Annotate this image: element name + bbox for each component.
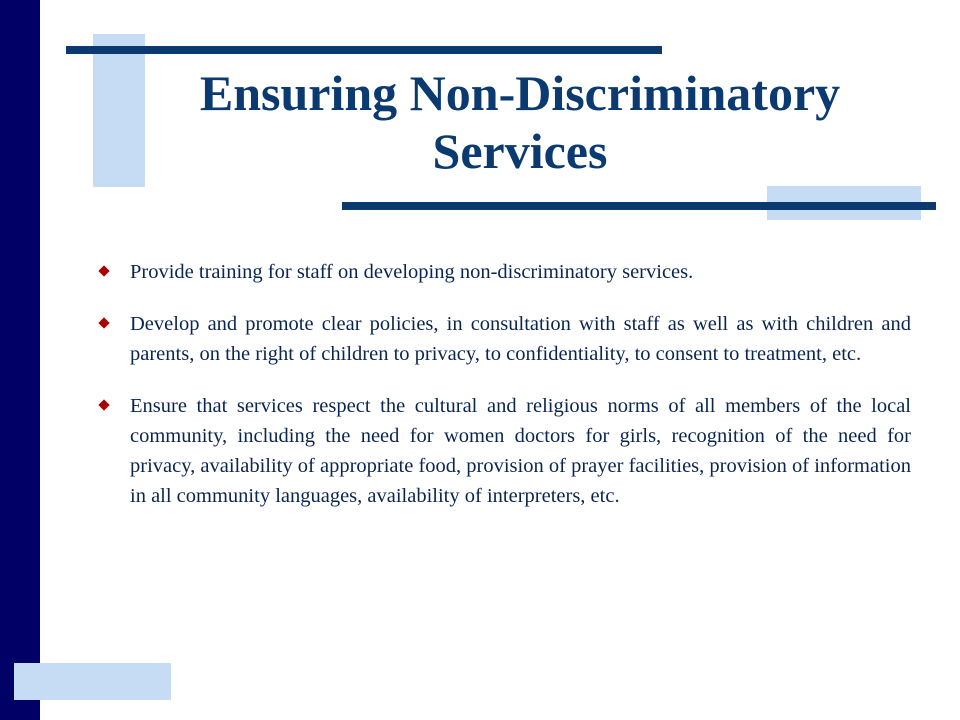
bullet-text: Provide training for staff on developing non-discriminatory services.	[130, 261, 694, 283]
diamond-bullet-icon	[98, 317, 109, 328]
title-bottom-rule	[342, 202, 936, 210]
bullet-item-training	[98, 257, 911, 287]
bullet-list	[98, 257, 911, 511]
bottom-accent-block	[14, 663, 171, 700]
slide-title-line-2: Services	[432, 123, 608, 179]
title-top-rule	[66, 46, 662, 54]
bullet-item-cultural-norms	[98, 391, 911, 511]
bullet-text: Ensure that services respect the cultural and religious norms of all members of the local community, including the need for women doctors for girls, recognition of the need for privacy, availability of appropriate food, provision of prayer facilities, provision of information in all community languages, availability of interpreters, etc.	[130, 395, 911, 507]
left-accent-bar	[0, 0, 40, 720]
diamond-bullet-icon	[98, 265, 109, 276]
bullet-text: Develop and promote clear policies, in consultation with staff as well as with children and parents, on the right of children to privacy, to confidentiality, to consent to treatment, etc.	[130, 313, 911, 365]
bullet-item-policies	[98, 309, 911, 369]
diamond-bullet-icon	[98, 399, 109, 410]
slide-title-line-1: Ensuring Non-Discriminatory	[199, 65, 841, 121]
slide-title	[120, 64, 920, 180]
